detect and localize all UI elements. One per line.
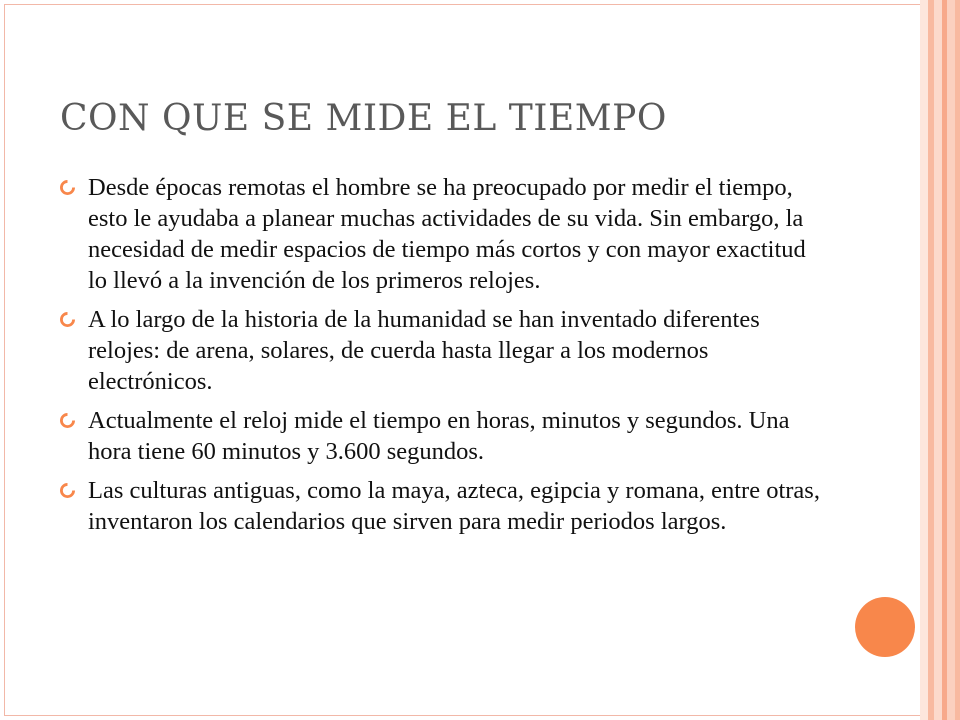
stripe-5 <box>947 0 955 720</box>
ring-bullet-icon <box>60 312 75 327</box>
stripe-3 <box>934 0 942 720</box>
bullet-item-3 <box>60 405 830 467</box>
bullet-list <box>60 172 830 545</box>
bullet-item-1 <box>60 172 830 296</box>
ring-bullet-icon <box>60 413 75 428</box>
side-stripes <box>920 0 960 720</box>
accent-circle-icon <box>855 597 915 657</box>
bullet-text: Desde épocas remotas el hombre se ha preocupado por medir el tiempo, esto le ayudaba a planear muchas actividades de su vida. Sin embargo, la necesidad de medir espacios de tiempo más cortos y con mayor exactitud lo llevó a la invención de los primeros relojes. <box>88 174 806 294</box>
bullet-text: Las culturas antiguas, como la maya, azteca, egipcia y romana, entre otras, inventaron los calendarios que sirven para medir periodos largos. <box>88 477 820 535</box>
bullet-item-2 <box>60 304 830 397</box>
bullet-text: Actualmente el reloj mide el tiempo en horas, minutos y segundos. Una hora tiene 60 minutos y 3.600 segundos. <box>88 407 790 465</box>
slide-title: CON QUE SE MIDE EL TIEMPO <box>60 98 667 139</box>
bullet-item-4 <box>60 475 830 537</box>
ring-bullet-icon <box>60 180 75 195</box>
stripe-6 <box>955 0 960 720</box>
ring-bullet-icon <box>60 483 75 498</box>
bullet-text: A lo largo de la historia de la humanidad se han inventado diferentes relojes: de arena, solares, de cuerda hasta llegar a los modernos electrónicos. <box>88 306 760 395</box>
stripe-1 <box>920 0 928 720</box>
